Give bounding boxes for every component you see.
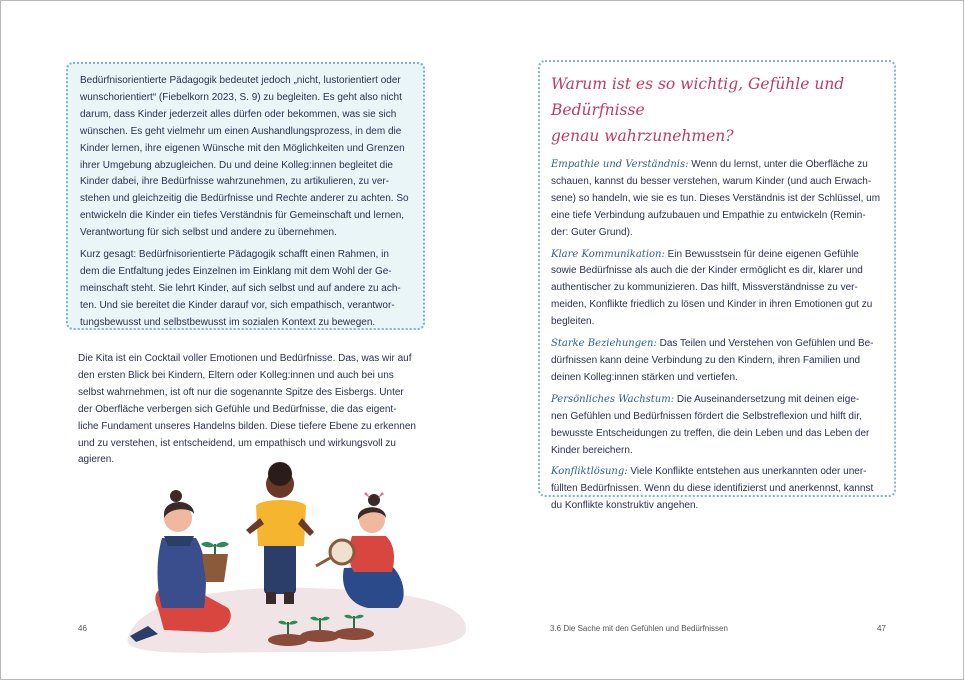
- text-line: [551, 297, 882, 314]
- text-line: der Oberfläche verbergen sich Gefühle und Bedürfnisse, die das eigent-: [78, 403, 397, 415]
- reason-text: Wenn du lernst, unter die Oberfläche zu: [688, 159, 868, 170]
- text-line: [551, 392, 882, 409]
- text-line: ten. Und sie bereitet die Kinder darauf vor, sich empathisch, verantwor-: [80, 299, 395, 311]
- text-line: [551, 464, 882, 481]
- text-line: [551, 280, 882, 297]
- reason-term: Starke Beziehungen:: [551, 338, 657, 350]
- heading-line: Warum ist es so wichtig, Gefühle und Bedürfnisse: [551, 75, 845, 119]
- text-line: ihrer Umgebung abzugleichen. Du und deine Kolleg:innen begleitet die: [80, 159, 393, 171]
- reason-item: [551, 157, 882, 242]
- reason-text: bewusste Entscheidungen zu treffen, die dein Leben und das Leben der: [551, 427, 870, 439]
- text-line: [551, 263, 882, 280]
- text-line: selbst wahrnehmen, ist oft nur die sogenannte Spitze des Eisbergs. Unter: [78, 386, 404, 398]
- reason-text: meiden, Konflikte friedlich zu lösen und Kinder in ihren Emotionen gut zu: [551, 299, 873, 311]
- text-line: [551, 498, 882, 515]
- text-line: [551, 157, 882, 174]
- text-line: [551, 208, 882, 225]
- reason-term: Klare Kommunikation:: [551, 248, 665, 260]
- text-line: [551, 314, 882, 331]
- kita-illustration: [108, 458, 470, 654]
- text-line: Kinder lernen, ihre eigenen Wünsche mit den Möglichkeiten und Grenzen: [80, 142, 405, 154]
- text-line: tungsbewusst und selbstbewusst im sozialen Kontext zu bewegen.: [80, 316, 376, 328]
- running-footer: 3.6 Die Sache mit den Gefühlen und Bedürfnissen: [550, 624, 728, 633]
- reason-item: [551, 392, 882, 460]
- reason-text: der: Guter Grund).: [551, 226, 633, 238]
- reason-text: deinen Kolleg:innen stärken und vertiefen.: [551, 371, 738, 383]
- text-line: Kurz gesagt: Bedürfnisorientierte Pädagogik schafft einen Rahmen, in: [80, 249, 389, 261]
- text-line: [551, 191, 882, 208]
- text-line: und zu verstehen, ist entscheidend, um empathisch und wirkungsvoll zu: [78, 437, 396, 449]
- text-line: den ersten Blick bei Kindern, Eltern oder Kolleg:innen und auch bei uns: [78, 369, 394, 381]
- reason-text: sene) so handeln, wie sie es tun. Dieses Verständnis ist der Schlüssel, um: [551, 192, 881, 204]
- text-line: [551, 409, 882, 426]
- reason-text: füllten Bedürfnissen. Wenn du diese identifizierst und anerkennst, kannst: [551, 483, 874, 495]
- text-line: [551, 247, 882, 264]
- reason-item: [551, 336, 882, 387]
- reason-text: begleiten.: [551, 316, 595, 328]
- box-paragraph-1: [80, 73, 411, 242]
- text-line: darum, dass Kinder jederzeit alles dürfen oder bekommen, was sie sich: [80, 108, 397, 120]
- reason-term: Empathie und Verständnis:: [551, 159, 689, 170]
- text-line: [551, 370, 882, 387]
- reason-text: Viele Konflikte entstehen aus unerkannten oder uner-: [627, 466, 867, 478]
- info-box-right: [538, 60, 896, 512]
- text-line: [551, 481, 882, 498]
- body-paragraph: [78, 351, 416, 469]
- text-line: Verantwortung für sich selbst und andere zu übernehmen.: [80, 227, 337, 239]
- reason-text: sowie Bedürfnisse als auch die der Kinder ermöglicht es dir, klarer und: [551, 265, 863, 277]
- text-line: Bedürfnisorientierte Pädagogik bedeutet jedoch „nicht, lustorientiert oder: [80, 75, 401, 86]
- text-line: dem die Entfaltung jedes Einzelnen im Einklang mit dem Wohl der Ge-: [80, 265, 392, 277]
- text-line: stehen und gleichzeitig die Bedürfnisse und Rechte anderer zu achten. So: [80, 193, 409, 205]
- text-line: [551, 443, 882, 460]
- reason-text: Das Teilen und Verstehen von Gefühlen und Be-: [656, 338, 874, 350]
- text-line: [551, 336, 882, 353]
- reason-term: Persönliches Wachstum:: [551, 393, 675, 405]
- text-line: [551, 426, 882, 443]
- text-line: wunschorientiert“ (Fiebelkorn 2023, S. 9) zu begleiten. Es geht also nicht: [80, 91, 402, 103]
- reason-list: [551, 157, 882, 515]
- text-line: entwickeln die Kinder ein tiefes Verständnis für Gemeinschaft und lernen,: [80, 210, 405, 222]
- page-number-left: 46: [78, 624, 87, 633]
- reason-text: authentischer zu kommunizieren. Das hilft, Missverständnisse zu ver-: [551, 282, 858, 294]
- reason-text: dürfnissen kann deine Verbindung zu den Kindern, ihren Familien und: [551, 354, 861, 366]
- page-number-right: 47: [877, 624, 886, 633]
- text-line: [551, 225, 882, 242]
- text-line: Kinder dabei, ihre Bedürfnisse wahrzunehmen, zu artikulieren, zu ver-: [80, 176, 390, 188]
- reason-text: Kinder bereichern.: [551, 444, 633, 456]
- heading-line: genau wahrzunehmen?: [551, 127, 734, 145]
- box-heading: [551, 71, 882, 149]
- reason-text: Die Auseinandersetzung mit deinen eige-: [674, 393, 860, 405]
- text-line: meinschaft steht. Sie lehrt Kinder, auf sich selbst und auf andere zu ach-: [80, 282, 401, 294]
- reason-text: schauen, kannst du besser verstehen, warum Kinder (und auch Erwach-: [551, 175, 872, 187]
- text-line: [551, 174, 882, 191]
- reason-text: nen Gefühlen und Bedürfnissen fördert die Selbstreflexion und hilft dir,: [551, 410, 862, 422]
- reason-text: Ein Bewusstsein für deine eigenen Gefühle: [664, 248, 859, 260]
- text-line: liche Fundament unseres Handelns bilden. Diese tiefere Ebene zu erkennen: [78, 420, 416, 432]
- reason-text: eine tiefe Verbindung aufzubauen und Empathie zu entwickeln (Remin-: [551, 209, 866, 221]
- boy-figure: [246, 462, 314, 604]
- text-line: [551, 353, 882, 370]
- reason-item: [551, 247, 882, 332]
- text-line: wünschen. Es geht vielmehr um einen Aushandlungsprozess, in dem die: [80, 125, 402, 137]
- reason-item: [551, 464, 882, 515]
- text-line: agieren.: [78, 454, 115, 466]
- info-box-left: [66, 62, 425, 330]
- reason-text: du Konflikte konstruktiv angehen.: [551, 500, 699, 512]
- reason-term: Konfliktlösung:: [551, 466, 628, 478]
- text-line: Die Kita ist ein Cocktail voller Emotionen und Bedürfnisse. Das, was wir auf: [78, 353, 412, 364]
- box-paragraph-2: [80, 247, 411, 332]
